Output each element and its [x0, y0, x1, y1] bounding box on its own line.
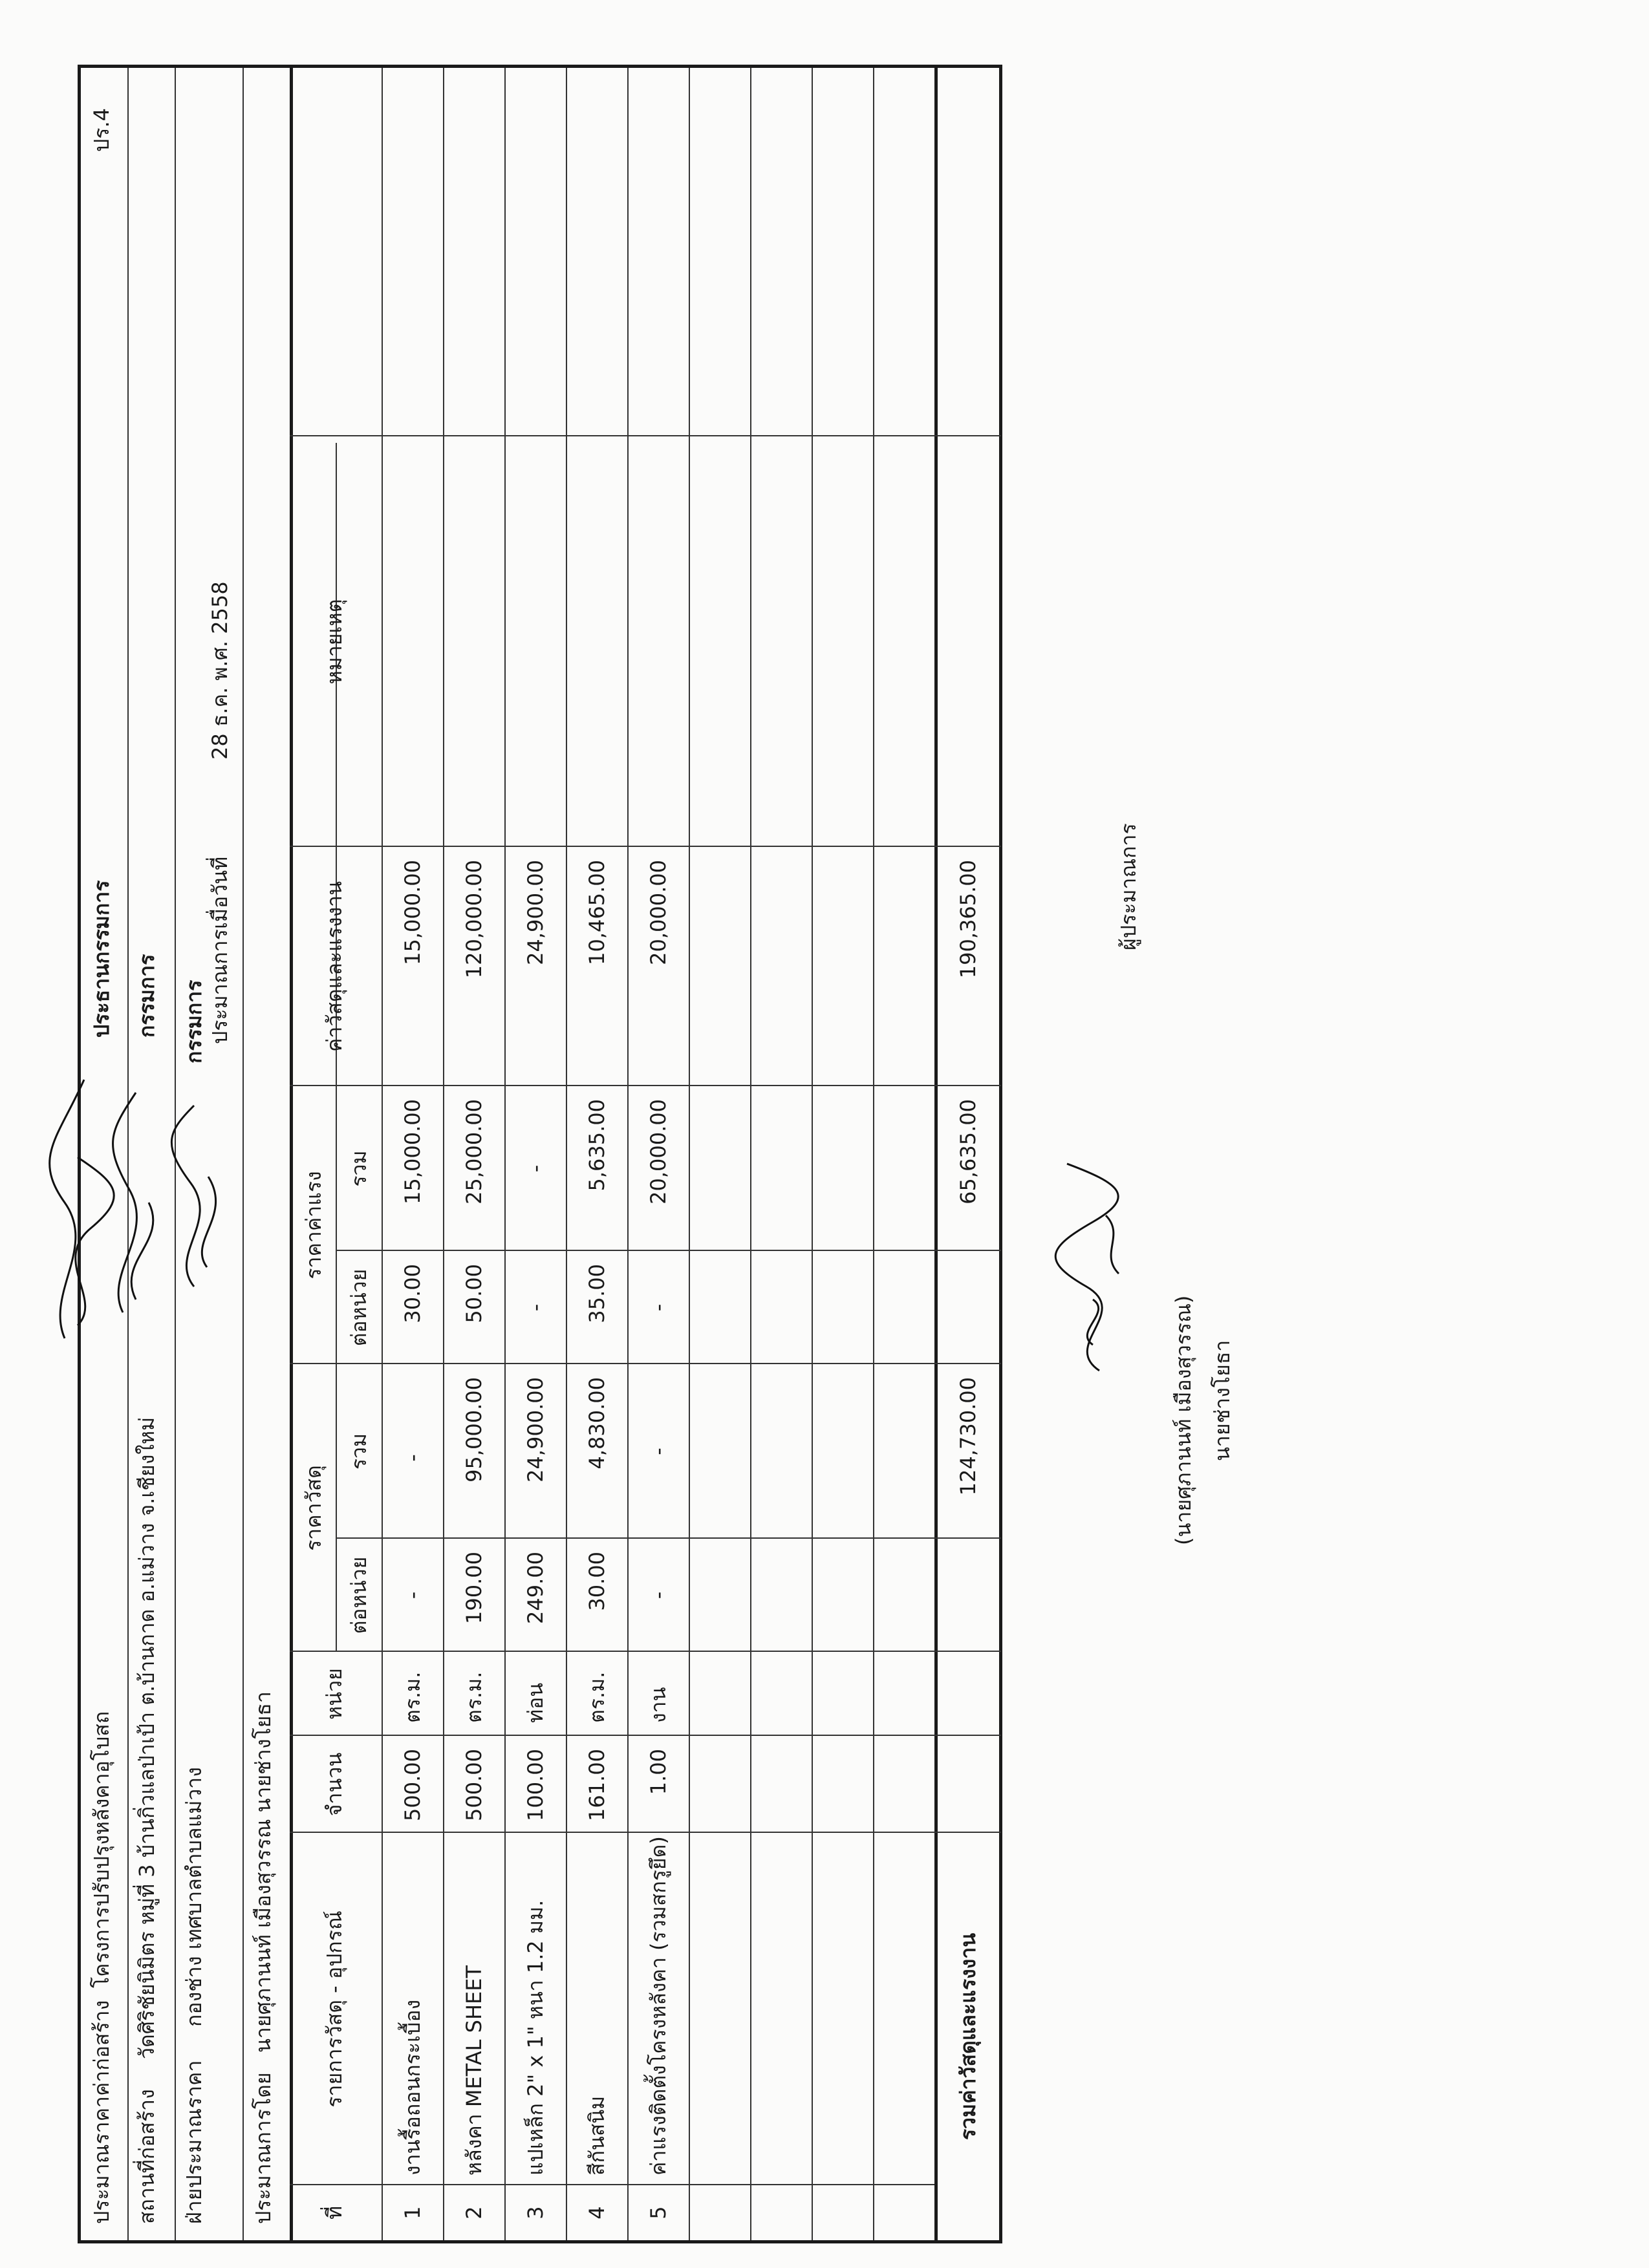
row-1-grand: 15,000.00 — [400, 860, 425, 965]
form-code: ปร.4 — [89, 107, 114, 152]
col-qty: จำนวน — [322, 1752, 347, 1817]
committee-chair-title: ประธานกรรมการ — [89, 880, 114, 1038]
row-3-mat-total: 24,900.00 — [523, 1377, 548, 1482]
col-lab-per-unit: ต่อหน่วย — [347, 1268, 371, 1347]
col-mat-total: รวม — [347, 1433, 371, 1470]
estimate-date-label: ประมาณการเมื่อวันที่ — [208, 856, 232, 1044]
col-no: ที่ — [322, 2205, 347, 2220]
row-4-mat-total: 4,830.00 — [585, 1377, 609, 1470]
row-1-mat-unit: - — [400, 1591, 425, 1599]
row-2-grand: 120,000.00 — [462, 860, 486, 979]
row-5-item: ค่าแรงติดตั้งโครงหลังคา (รวมสกรูยึด) — [646, 1836, 671, 2176]
row-2-lab-unit: 50.00 — [462, 1264, 486, 1323]
dept-value: กองช่าง เทศบาลตำบลแม่วาง — [182, 1767, 206, 2027]
col-mat-per-unit: ต่อหน่วย — [347, 1556, 371, 1634]
row-3-no: 3 — [523, 2206, 548, 2220]
site-value: วัดศิริชัยนิมิตร หมู่ที่ 3 บ้านกิ่วแลป่าเป้า ต.บ้านกาด อ.แม่วาง จ.เชียงใหม่ — [135, 1417, 159, 2059]
col-item: รายการวัสดุ - อุปกรณ์ — [322, 1910, 347, 2108]
row-4-mat-unit: 30.00 — [585, 1552, 609, 1611]
row-4-qty: 161.00 — [585, 1749, 609, 1821]
row-5-lab-unit: - — [646, 1303, 671, 1312]
row-5-mat-total: - — [646, 1448, 671, 1455]
row-2-qty: 500.00 — [462, 1749, 486, 1821]
row-3-mat-unit: 249.00 — [523, 1552, 548, 1624]
row-1-unit: ตร.ม. — [400, 1671, 425, 1723]
row-1-no: 1 — [400, 2206, 425, 2220]
project-label: ประมาณราคาค่าก่อสร้าง — [89, 2000, 114, 2224]
row-3-item: แปเหล็ก 2" x 1" หนา 1.2 มม. — [523, 1899, 548, 2176]
row-1-lab-unit: 30.00 — [400, 1264, 425, 1323]
estimator-name: (นายศุภานนท์ เมืองสุวรรณ) — [1171, 1295, 1196, 1545]
totals-label: รวมค่าวัสดุและแรงงาน — [956, 1932, 980, 2141]
project-name: โครงการปรับปรุงหลังคาอุโบสถ — [89, 1711, 114, 1988]
row-4-lab-total: 5,635.00 — [585, 1099, 609, 1192]
row-4-grand: 10,465.00 — [585, 860, 609, 965]
row-4-unit: ตร.ม. — [585, 1671, 609, 1723]
committee-signatures-image — [39, 1028, 246, 1351]
row-2-unit: ตร.ม. — [462, 1671, 486, 1723]
row-5-mat-unit: - — [646, 1591, 671, 1599]
col-labor: ราคาค่าแรง — [301, 1171, 326, 1279]
row-2-no: 2 — [462, 2206, 486, 2220]
totals-labor: 65,635.00 — [956, 1099, 980, 1204]
totals-mat: 124,730.00 — [956, 1377, 980, 1496]
dept-label: ฝ่ายประมาณราคา — [182, 2060, 206, 2224]
estimator-position: นายช่างโยธา — [1210, 1340, 1234, 1461]
site-label: สถานที่ก่อสร้าง — [135, 2089, 159, 2224]
row-1-lab-total: 15,000.00 — [400, 1099, 425, 1204]
row-3-grand: 24,900.00 — [523, 860, 548, 965]
col-remark: หมายเหตุ — [322, 599, 347, 685]
row-5-lab-total: 20,000.00 — [646, 1099, 671, 1204]
row-5-unit: งาน — [646, 1687, 671, 1723]
row-2-item: หลังคา METAL SHEET — [462, 1965, 486, 2176]
estimator-label: ประมาณการโดย — [251, 2072, 275, 2224]
totals-grand: 190,365.00 — [956, 860, 980, 979]
row-3-lab-total: - — [523, 1164, 548, 1173]
row-1-qty: 500.00 — [400, 1749, 425, 1821]
estimator-value: นายศุภานนท์ เมืองสุวรรณ นายช่างโยธา — [251, 1691, 275, 2053]
row-4-lab-unit: 35.00 — [585, 1264, 609, 1323]
row-4-no: 4 — [585, 2206, 609, 2220]
col-material: ราคาวัสดุ — [301, 1465, 326, 1551]
col-lab-total: รวม — [347, 1150, 371, 1187]
row-1-mat-total: - — [400, 1454, 425, 1462]
row-2-mat-total: 95,000.00 — [462, 1377, 486, 1482]
row-3-lab-unit: - — [523, 1303, 548, 1312]
row-3-qty: 100.00 — [523, 1749, 548, 1821]
estimator-signature-image — [1022, 1151, 1151, 1384]
row-5-qty: 1.00 — [646, 1749, 671, 1795]
col-grand: ค่าวัสดุและแรงงาน — [322, 881, 347, 1052]
row-1-item: งานรื้อถอนกระเบื้อง — [400, 1999, 425, 2176]
committee-member-2: กรรมการ — [182, 979, 206, 1064]
row-5-grand: 20,000.00 — [646, 860, 671, 965]
col-unit: หน่วย — [322, 1668, 347, 1720]
committee-member-1: กรรมการ — [135, 954, 159, 1038]
row-2-lab-total: 25,000.00 — [462, 1099, 486, 1204]
estimate-date-value: 28 ธ.ค. พ.ศ. 2558 — [208, 581, 232, 760]
estimate-sheet — [39, 65, 1584, 2243]
row-4-item: สีกันสนิม — [585, 2095, 609, 2176]
row-5-no: 5 — [646, 2206, 671, 2220]
estimator-role: ผู้ประมาณการ — [1116, 823, 1141, 950]
row-2-mat-unit: 190.00 — [462, 1552, 486, 1624]
row-3-unit: ท่อน — [523, 1682, 548, 1723]
